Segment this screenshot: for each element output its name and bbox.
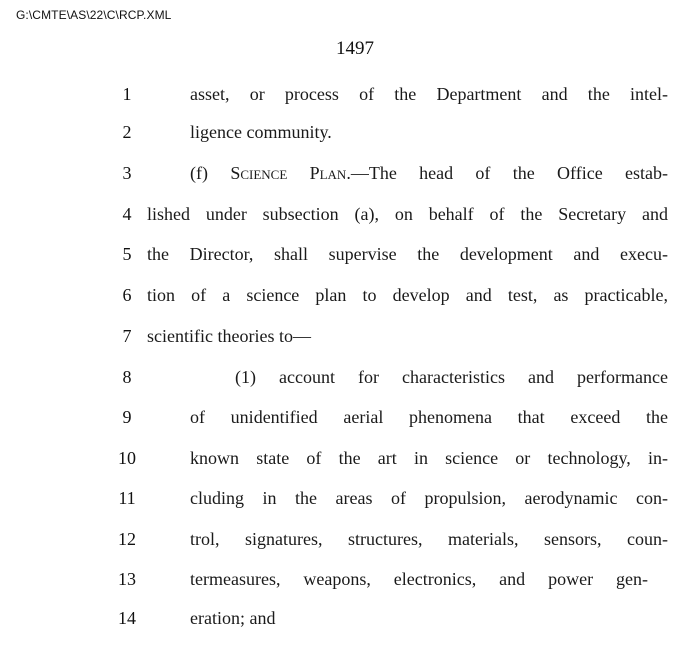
line-text: scientific theories to— [147, 326, 311, 346]
subsection-prefix: (f) [190, 163, 231, 183]
line-13 [0, 569, 686, 609]
line-number: 4 [122, 204, 132, 224]
line-text: lished under subsection (a), on behalf of the Secretary and [147, 204, 668, 224]
page-number: 1497 [336, 38, 374, 59]
line-7 [0, 326, 686, 366]
line-text: asset, or process of the Department and the intel- [190, 84, 668, 104]
line-number: 11 [118, 488, 136, 508]
line-number: 14 [118, 608, 136, 628]
line-text: known state of the art in science or technology, in- [190, 448, 668, 468]
subsection-heading: Science Plan [230, 163, 347, 183]
line-text: cluding in the areas of propulsion, aerodynamic con- [190, 488, 668, 508]
line-2 [0, 122, 686, 162]
line-1 [0, 84, 686, 124]
line-10 [0, 448, 686, 488]
subsection-text: .—The head of the Office estab- [346, 163, 669, 183]
line-text: ligence community. [190, 122, 332, 142]
line-text: termeasures, weapons, electronics, and power gen- [190, 569, 648, 589]
line-text: trol, signatures, structures, materials, sensors, coun- [190, 529, 668, 549]
line-number: 8 [122, 367, 132, 387]
line-number: 2 [122, 122, 132, 142]
line-number: 7 [122, 326, 132, 346]
file-path-header: G:\CMTE\AS\22\C\RCP.XML [16, 8, 172, 22]
line-6 [0, 285, 686, 325]
line-4 [0, 204, 686, 244]
line-text: of unidentified aerial phenomena that exceed the [190, 407, 668, 427]
line-number: 1 [122, 84, 132, 104]
line-text [190, 163, 668, 184]
line-5 [0, 244, 686, 284]
line-number: 12 [118, 529, 136, 549]
line-8 [0, 367, 686, 407]
line-text: (1) account for characteristics and performance [235, 367, 668, 387]
line-text: the Director, shall supervise the development and execu- [147, 244, 668, 264]
line-number: 9 [122, 407, 132, 427]
line-3 [0, 163, 686, 203]
line-text: tion of a science plan to develop and test, as practicable, [147, 285, 668, 305]
line-14 [0, 608, 686, 648]
line-11 [0, 488, 686, 528]
line-number: 3 [122, 163, 132, 183]
line-number: 13 [118, 569, 136, 589]
line-text: eration; and [190, 608, 276, 628]
line-number: 6 [122, 285, 132, 305]
line-9 [0, 407, 686, 447]
line-number: 10 [118, 448, 136, 468]
line-number: 5 [122, 244, 132, 264]
line-12 [0, 529, 686, 569]
